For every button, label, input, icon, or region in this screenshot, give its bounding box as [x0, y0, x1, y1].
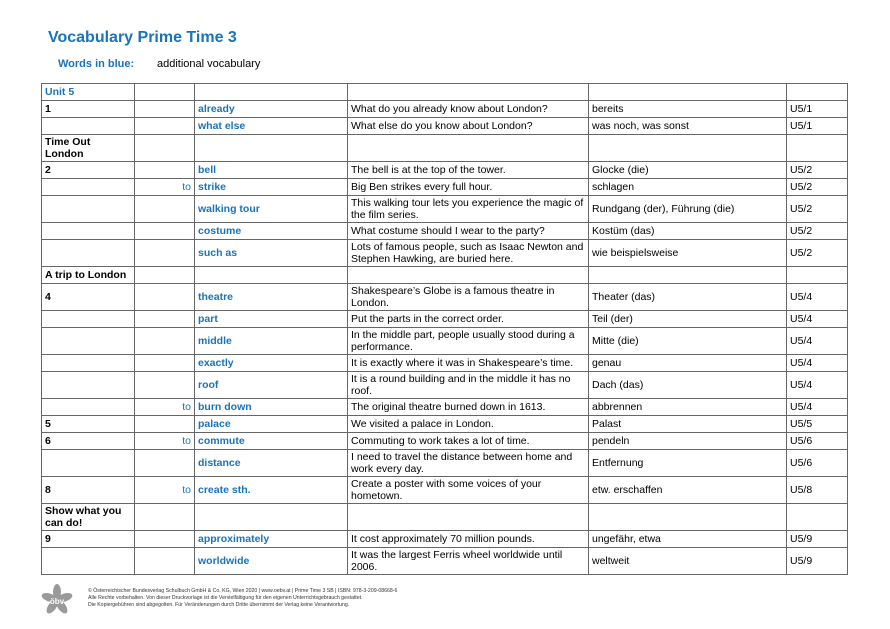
german-translation: Teil (der) — [589, 311, 787, 328]
exercise-number — [42, 450, 135, 477]
legend-key: Words in blue: — [58, 58, 135, 70]
to-marker — [135, 328, 195, 355]
exercise-number — [42, 311, 135, 328]
german-translation: Palast — [589, 416, 787, 433]
unit-reference: U5/2 — [787, 162, 848, 179]
example-sentence: It was the largest Ferris wheel worldwide until 2006. — [348, 548, 589, 575]
unit-reference: U5/9 — [787, 548, 848, 575]
exercise-number: 4 — [42, 284, 135, 311]
exercise-number: 2 — [42, 162, 135, 179]
german-translation: weltweit — [589, 548, 787, 575]
example-sentence: What costume should I wear to the party? — [348, 223, 589, 240]
german-translation: schlagen — [589, 179, 787, 196]
german-translation: etw. erschaffen — [589, 477, 787, 504]
to-marker — [135, 372, 195, 399]
footer-copyright: © Österreichischer Bundesverlag Schulbuch GmbH & Co. KG, Wien 2020 | www.oebv.at | Prime Time 3 SB | ISBN: 978-3-209-08668-6 — [88, 588, 398, 594]
exercise-number — [42, 179, 135, 196]
german-translation: Entfernung — [589, 450, 787, 477]
section-label: Time Out London — [42, 135, 135, 162]
example-sentence: Lots of famous people, such as Isaac Newton and Stephen Hawking, are buried here. — [348, 240, 589, 267]
to-marker — [135, 240, 195, 267]
footer-fees: Die Kopiergebühren sind abgegolten. Für Veränderungen durch Dritte übernimmt der Verlag keine Verantwortung. — [88, 602, 350, 608]
example-sentence: It is a round building and in the middle it has no roof. — [348, 372, 589, 399]
vocab-word: roof — [195, 372, 348, 399]
oebv-logo — [40, 583, 74, 617]
vocab-word: commute — [195, 433, 348, 450]
unit-reference: U5/6 — [787, 433, 848, 450]
vocab-row — [42, 450, 848, 477]
vocab-word: such as — [195, 240, 348, 267]
to-marker — [135, 416, 195, 433]
footer — [88, 588, 568, 609]
vocab-row — [42, 284, 848, 311]
german-translation: Kostüm (das) — [589, 223, 787, 240]
section-row — [42, 135, 848, 162]
vocab-row — [42, 223, 848, 240]
to-marker: to — [135, 433, 195, 450]
exercise-number: 5 — [42, 416, 135, 433]
vocab-row — [42, 179, 848, 196]
example-sentence: It cost approximately 70 million pounds. — [348, 531, 589, 548]
german-translation: was noch, was sonst — [589, 118, 787, 135]
vocab-row — [42, 101, 848, 118]
vocab-word: walking tour — [195, 196, 348, 223]
vocab-row — [42, 372, 848, 399]
example-sentence: Big Ben strikes every full hour. — [348, 179, 589, 196]
exercise-number: 1 — [42, 101, 135, 118]
example-sentence: What do you already know about London? — [348, 101, 589, 118]
section-row — [42, 504, 848, 531]
vocab-row — [42, 355, 848, 372]
example-sentence: We visited a palace in London. — [348, 416, 589, 433]
vocab-row — [42, 433, 848, 450]
german-translation: Glocke (die) — [589, 162, 787, 179]
german-translation: ungefähr, etwa — [589, 531, 787, 548]
exercise-number: 9 — [42, 531, 135, 548]
exercise-number — [42, 196, 135, 223]
vocab-row — [42, 416, 848, 433]
unit-reference: U5/5 — [787, 416, 848, 433]
vocab-row — [42, 311, 848, 328]
example-sentence: Shakespeare’s Globe is a famous theatre in London. — [348, 284, 589, 311]
to-marker — [135, 450, 195, 477]
german-translation: Rundgang (der), Führung (die) — [589, 196, 787, 223]
logo-text: öbv — [49, 597, 65, 606]
exercise-number — [42, 548, 135, 575]
unit-reference: U5/8 — [787, 477, 848, 504]
footer-rights: Alle Rechte vorbehalten. Von dieser Druckvorlage ist die Vervielfältigung für den eigenen Unterrichtsgebrauch gestattet. — [88, 595, 363, 601]
section-label: Show what you can do! — [42, 504, 135, 531]
unit-reference: U5/1 — [787, 118, 848, 135]
vocab-word: approximately — [195, 531, 348, 548]
example-sentence: Create a poster with some voices of your hometown. — [348, 477, 589, 504]
section-row — [42, 267, 848, 284]
exercise-number: 6 — [42, 433, 135, 450]
vocab-word: already — [195, 101, 348, 118]
vocab-word: distance — [195, 450, 348, 477]
german-translation: Dach (das) — [589, 372, 787, 399]
unit-reference: U5/6 — [787, 450, 848, 477]
unit-reference: U5/4 — [787, 399, 848, 416]
vocab-word: exactly — [195, 355, 348, 372]
vocab-row — [42, 328, 848, 355]
page-title: Vocabulary Prime Time 3 — [48, 29, 237, 46]
to-marker — [135, 311, 195, 328]
vocab-word: palace — [195, 416, 348, 433]
exercise-number — [42, 355, 135, 372]
german-translation: abbrennen — [589, 399, 787, 416]
vocab-word: bell — [195, 162, 348, 179]
example-sentence: I need to travel the distance between home and work every day. — [348, 450, 589, 477]
vocab-word: part — [195, 311, 348, 328]
exercise-number: 8 — [42, 477, 135, 504]
exercise-number — [42, 223, 135, 240]
exercise-number — [42, 118, 135, 135]
to-marker — [135, 118, 195, 135]
vocab-word: theatre — [195, 284, 348, 311]
german-translation: genau — [589, 355, 787, 372]
vocab-row — [42, 196, 848, 223]
unit-reference: U5/4 — [787, 311, 848, 328]
german-translation: bereits — [589, 101, 787, 118]
vocab-row — [42, 240, 848, 267]
vocabulary-table — [41, 83, 848, 575]
example-sentence: What else do you know about London? — [348, 118, 589, 135]
example-sentence: The original theatre burned down in 1613. — [348, 399, 589, 416]
unit-reference: U5/1 — [787, 101, 848, 118]
vocab-row — [42, 548, 848, 575]
vocab-word: what else — [195, 118, 348, 135]
vocab-row — [42, 399, 848, 416]
to-marker — [135, 548, 195, 575]
to-marker: to — [135, 399, 195, 416]
example-sentence: Put the parts in the correct order. — [348, 311, 589, 328]
german-translation: Mitte (die) — [589, 328, 787, 355]
example-sentence: In the middle part, people usually stood during a performance. — [348, 328, 589, 355]
vocab-row — [42, 477, 848, 504]
vocab-row — [42, 531, 848, 548]
unit-reference: U5/4 — [787, 355, 848, 372]
unit-reference: U5/2 — [787, 179, 848, 196]
unit-reference: U5/9 — [787, 531, 848, 548]
vocab-row — [42, 162, 848, 179]
unit-reference: U5/2 — [787, 196, 848, 223]
example-sentence: The bell is at the top of the tower. — [348, 162, 589, 179]
legend-value: additional vocabulary — [157, 58, 261, 70]
exercise-number — [42, 328, 135, 355]
to-marker — [135, 196, 195, 223]
german-translation: Theater (das) — [589, 284, 787, 311]
to-marker — [135, 355, 195, 372]
to-marker: to — [135, 179, 195, 196]
unit-reference: U5/2 — [787, 223, 848, 240]
to-marker — [135, 101, 195, 118]
to-marker — [135, 531, 195, 548]
unit-header-row — [42, 84, 848, 101]
to-marker: to — [135, 477, 195, 504]
unit-reference: U5/4 — [787, 372, 848, 399]
exercise-number — [42, 372, 135, 399]
vocab-word: burn down — [195, 399, 348, 416]
to-marker — [135, 284, 195, 311]
exercise-number — [42, 399, 135, 416]
german-translation: wie beispielsweise — [589, 240, 787, 267]
unit-label: Unit 5 — [42, 84, 135, 101]
unit-reference: U5/2 — [787, 240, 848, 267]
to-marker — [135, 162, 195, 179]
example-sentence: This walking tour lets you experience the magic of the film series. — [348, 196, 589, 223]
example-sentence: It is exactly where it was in Shakespeare’s time. — [348, 355, 589, 372]
vocab-word: worldwide — [195, 548, 348, 575]
vocab-word: strike — [195, 179, 348, 196]
german-translation: pendeln — [589, 433, 787, 450]
exercise-number — [42, 240, 135, 267]
vocab-word: costume — [195, 223, 348, 240]
example-sentence: Commuting to work takes a lot of time. — [348, 433, 589, 450]
to-marker — [135, 223, 195, 240]
unit-reference: U5/4 — [787, 328, 848, 355]
vocab-word: create sth. — [195, 477, 348, 504]
vocab-word: middle — [195, 328, 348, 355]
section-label: A trip to London — [42, 267, 135, 284]
unit-reference: U5/4 — [787, 284, 848, 311]
vocab-row — [42, 118, 848, 135]
